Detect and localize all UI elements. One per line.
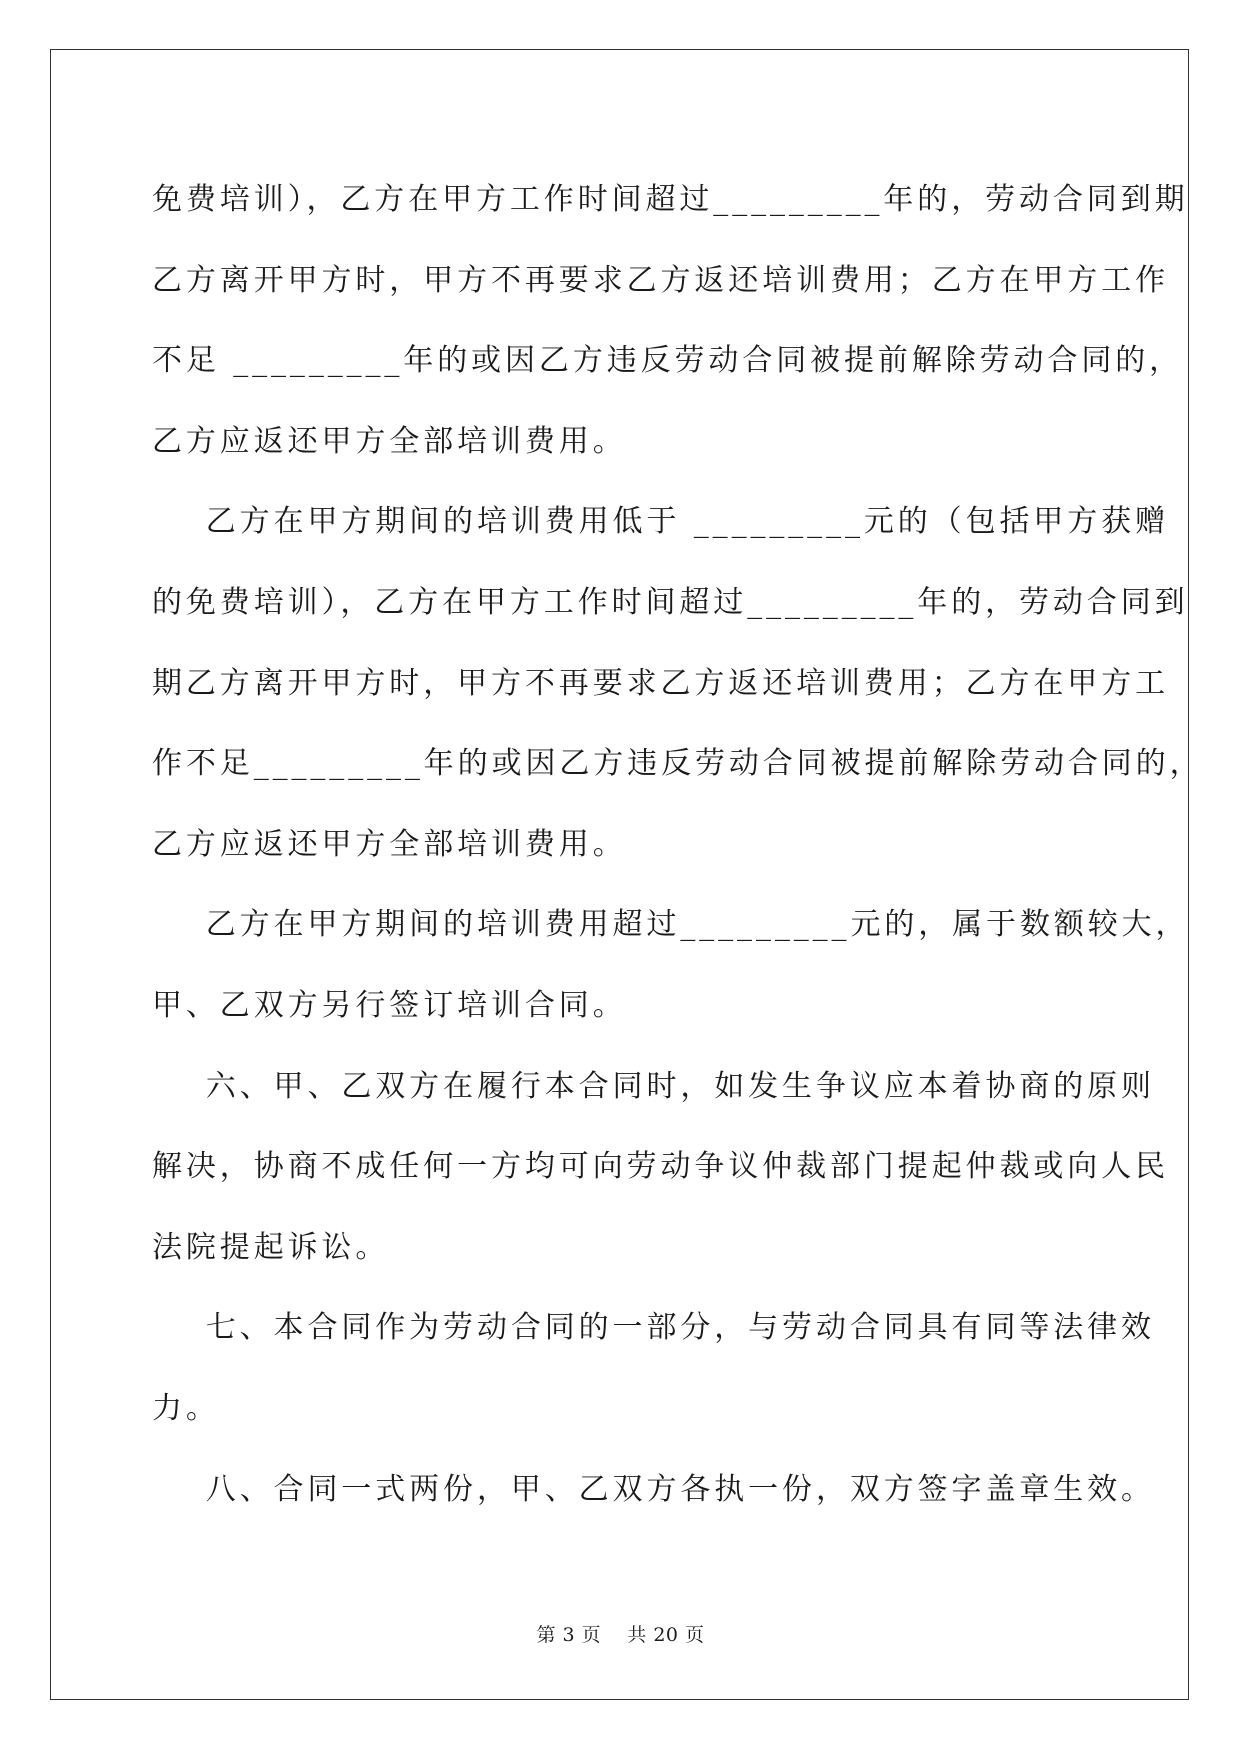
text-line: 解决，协商不成任何一方均可向劳动争议仲裁部门提起仲裁或向人民 [152, 1149, 1169, 1185]
text-line: 法院提起诉讼。 [152, 1229, 390, 1265]
document-body [152, 160, 1204, 1530]
text-line: 乙方应返还甲方全部培训费用。 [152, 423, 627, 459]
text-line: 甲、乙双方另行签订培训合同。 [152, 987, 627, 1023]
text-line: 八、合同一式两份，甲、乙双方各执一份，双方签字盖章生效。 [152, 1471, 1155, 1507]
text-line: 作不足_________年的或因乙方违反劳动合同被提前解除劳动合同的， [152, 746, 1204, 782]
text-line: 七、本合同作为劳动合同的一部分，与劳动合同具有同等法律效 [152, 1310, 1155, 1346]
text-line: 的免费培训），乙方在甲方工作时间超过_________年的，劳动合同到 [152, 584, 1189, 620]
text-line: 乙方在甲方期间的培训费用低于 _________元的（包括甲方获赠 [152, 504, 1169, 540]
text-line: 六、甲、乙双方在履行本合同时，如发生争议应本着协商的原则 [152, 1068, 1155, 1104]
text-line: 期乙方离开甲方时，甲方不再要求乙方返还培训费用；乙方在甲方工 [152, 665, 1169, 701]
page-number-footer: 第 3 页 共 20 页 [536, 1624, 705, 1646]
text-line: 乙方应返还甲方全部培训费用。 [152, 826, 627, 862]
text-line: 力。 [152, 1390, 220, 1426]
text-line: 不足 _________年的或因乙方违反劳动合同被提前解除劳动合同的， [152, 343, 1184, 379]
text-line: 乙方离开甲方时，甲方不再要求乙方返还培训费用；乙方在甲方工作 [152, 262, 1169, 298]
text-line: 乙方在甲方期间的培训费用超过_________元的，属于数额较大， [152, 907, 1190, 943]
text-line: 免费培训），乙方在甲方工作时间超过_________年的，劳动合同到期 [152, 182, 1189, 217]
